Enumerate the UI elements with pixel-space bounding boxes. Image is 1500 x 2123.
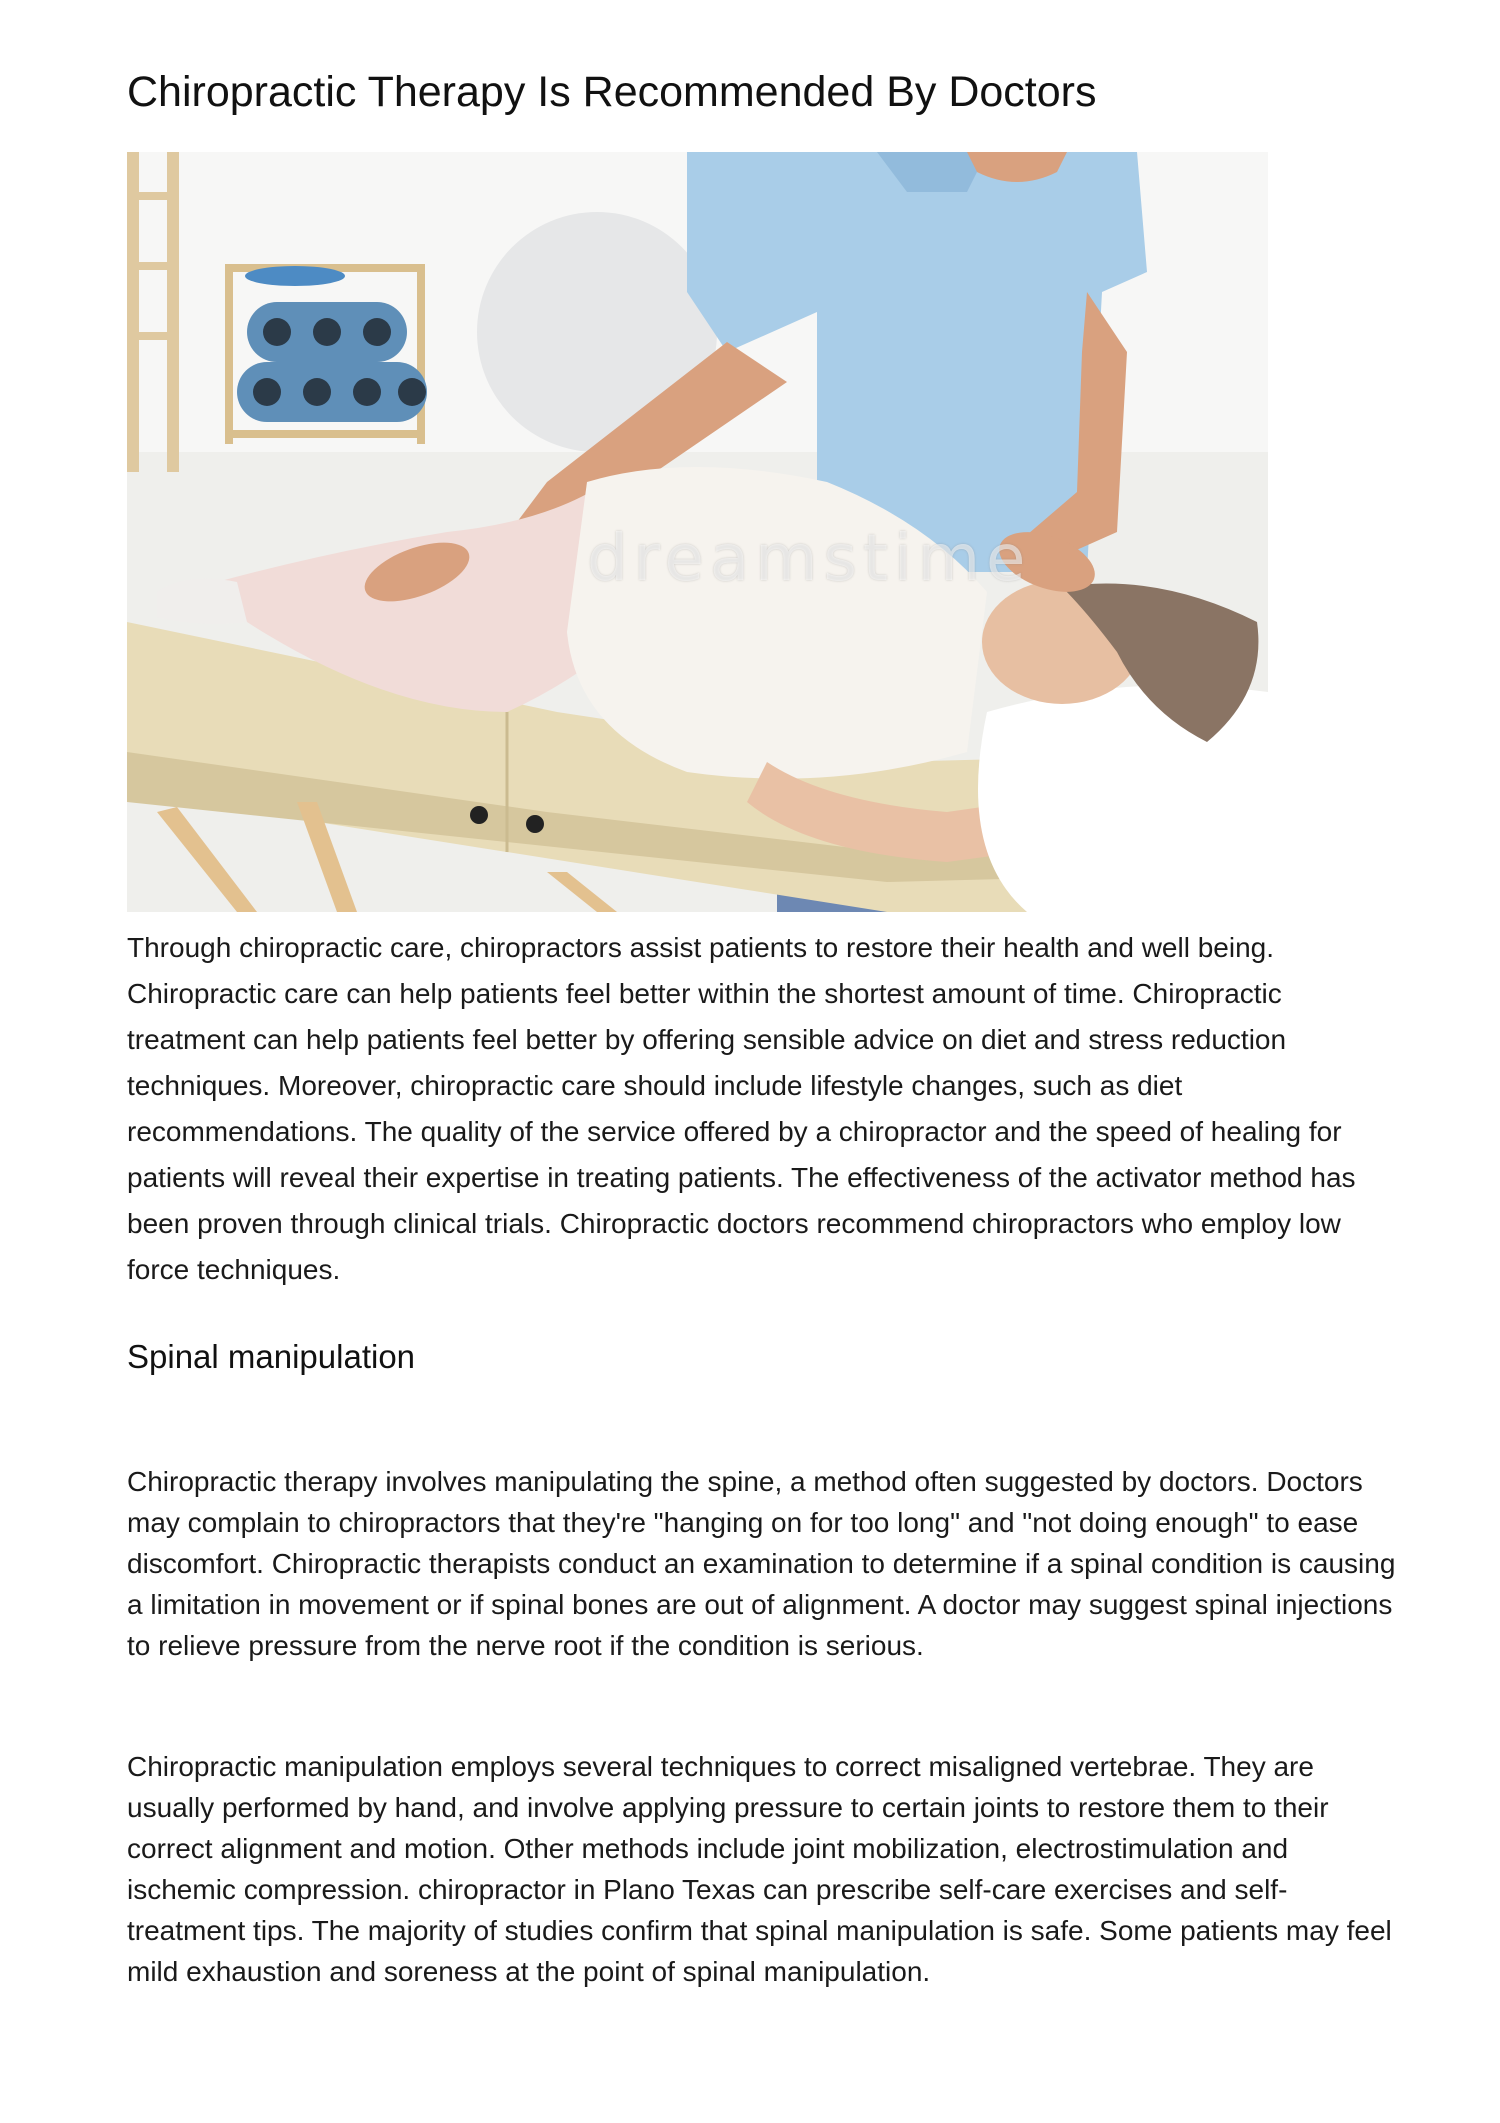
body-paragraph-spinal-manipulation: Chiropractic therapy involves manipulating the spine, a method often suggested by doctors. Doctors may complain to chiropractors that they're "hanging on for too long" and "not doing enough" to ease discomfort. Chiropractic therapists conduct an examination to determine if a spinal condition is causing a limitation in movement or if spinal bones are out of alignment. A doctor may suggest spinal injections to relieve pressure from the nerve root if the condition is serious. bbox=[127, 1466, 1396, 1661]
section-heading: Spinal manipulation bbox=[127, 1338, 416, 1375]
chiropractor-treating-patient-photo bbox=[127, 152, 1268, 912]
image-watermark: dreamstime bbox=[587, 522, 1032, 596]
page-title: Chiropractic Therapy Is Recommended By Doctors bbox=[127, 68, 1097, 116]
intro-paragraph: Through chiropractic care, chiropractors assist patients to restore their health and well being. Chiropractic care can help patients feel better within the shortest amount of time. Chiropractic treatment can help patients feel better by offering sensible advice on diet and stress reduction techniques. Moreover, chiropractic care should include lifestyle changes, such as diet recommendations. The quality of the service offered by a chiropractor and the speed of healing for patients will reveal their expertise in treating patients. The effectiveness of the activator method has been proven through clinical trials. Chiropractic doctors recommend chiropractors who employ low force techniques. bbox=[127, 932, 1356, 1285]
body-paragraph-manipulation-techniques: Chiropractic manipulation employs several techniques to correct misaligned vertebrae. They are usually performed by hand, and involve applying pressure to certain joints to restore them to their correct alignment and motion. Other methods include joint mobilization, electrostimulation and ischemic compression. chiropractor in Plano Texas can prescribe self-care exercises and self-treatment tips. The majority of studies confirm that spinal manipulation is safe. Some patients may feel mild exhaustion and soreness at the point of spinal manipulation. bbox=[127, 1751, 1392, 1987]
